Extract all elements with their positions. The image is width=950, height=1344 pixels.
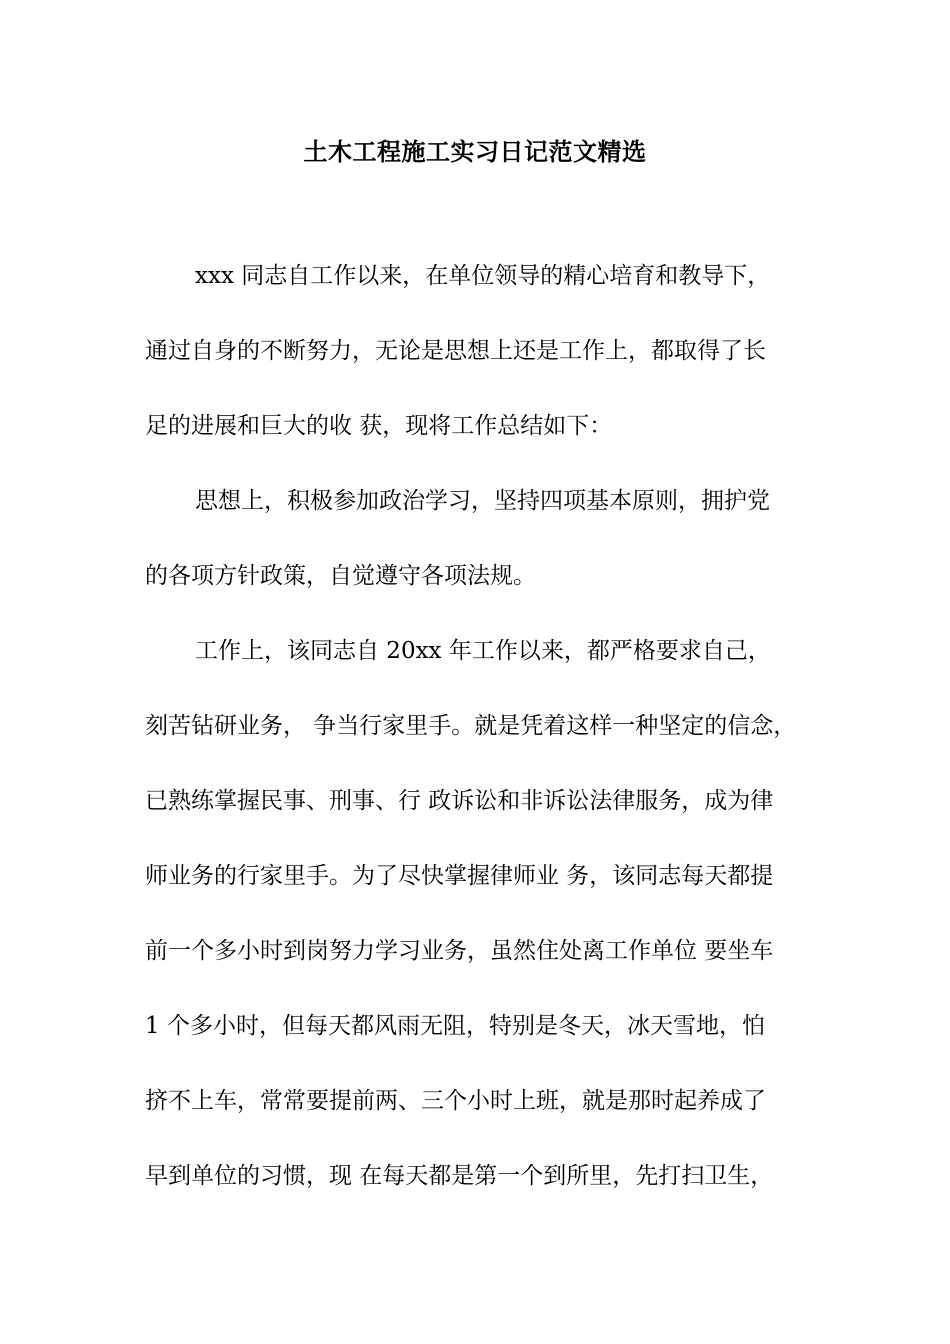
paragraph-line: 早到单位的习惯，现 在每天都是第一个到所里，先打扫卫生，: [145, 1163, 774, 1189]
paragraph-line: 的各项方针政策，自觉遵守各项法规。: [145, 563, 536, 589]
paragraph-line: 师业务的行家里手。为了尽快掌握律师业 务，该同志每天都提: [145, 863, 774, 889]
paragraph-line: xxx 同志自工作以来，在单位领导的精心培育和教导下，: [195, 263, 771, 289]
paragraph-line: 刻苦钻研业务， 争当行家里手。就是凭着这样一种坚定的信念，: [145, 713, 797, 739]
paragraph-line: 通过自身的不断努力，无论是思想上还是工作上，都取得了长: [145, 338, 766, 364]
paragraph-line: 思想上，积极参加政治学习，坚持四项基本原则，拥护党: [195, 488, 770, 514]
paragraph-line: 足的进展和巨大的收 获，现将工作总结如下：: [145, 413, 613, 439]
paragraph-line: 1 个多小时，但每天都风雨无阻，特别是冬天，冰天雪地，怕: [145, 1013, 765, 1039]
paragraph-line: 已熟练掌握民事、刑事、行 政诉讼和非诉讼法律服务，成为律: [145, 788, 774, 814]
paragraph-line: 工作上，该同志自 20xx 年工作以来，都严格要求自己，: [195, 638, 771, 664]
paragraph-line: 前一个多小时到岗努力学习业务，虽然住处离工作单位 要坐车: [145, 938, 774, 964]
paragraph-line: 挤不上车，常常要提前两、三个小时上班，就是那时起养成了: [145, 1088, 766, 1114]
document-title: 土木工程施工实习日记范文精选: [303, 137, 647, 166]
